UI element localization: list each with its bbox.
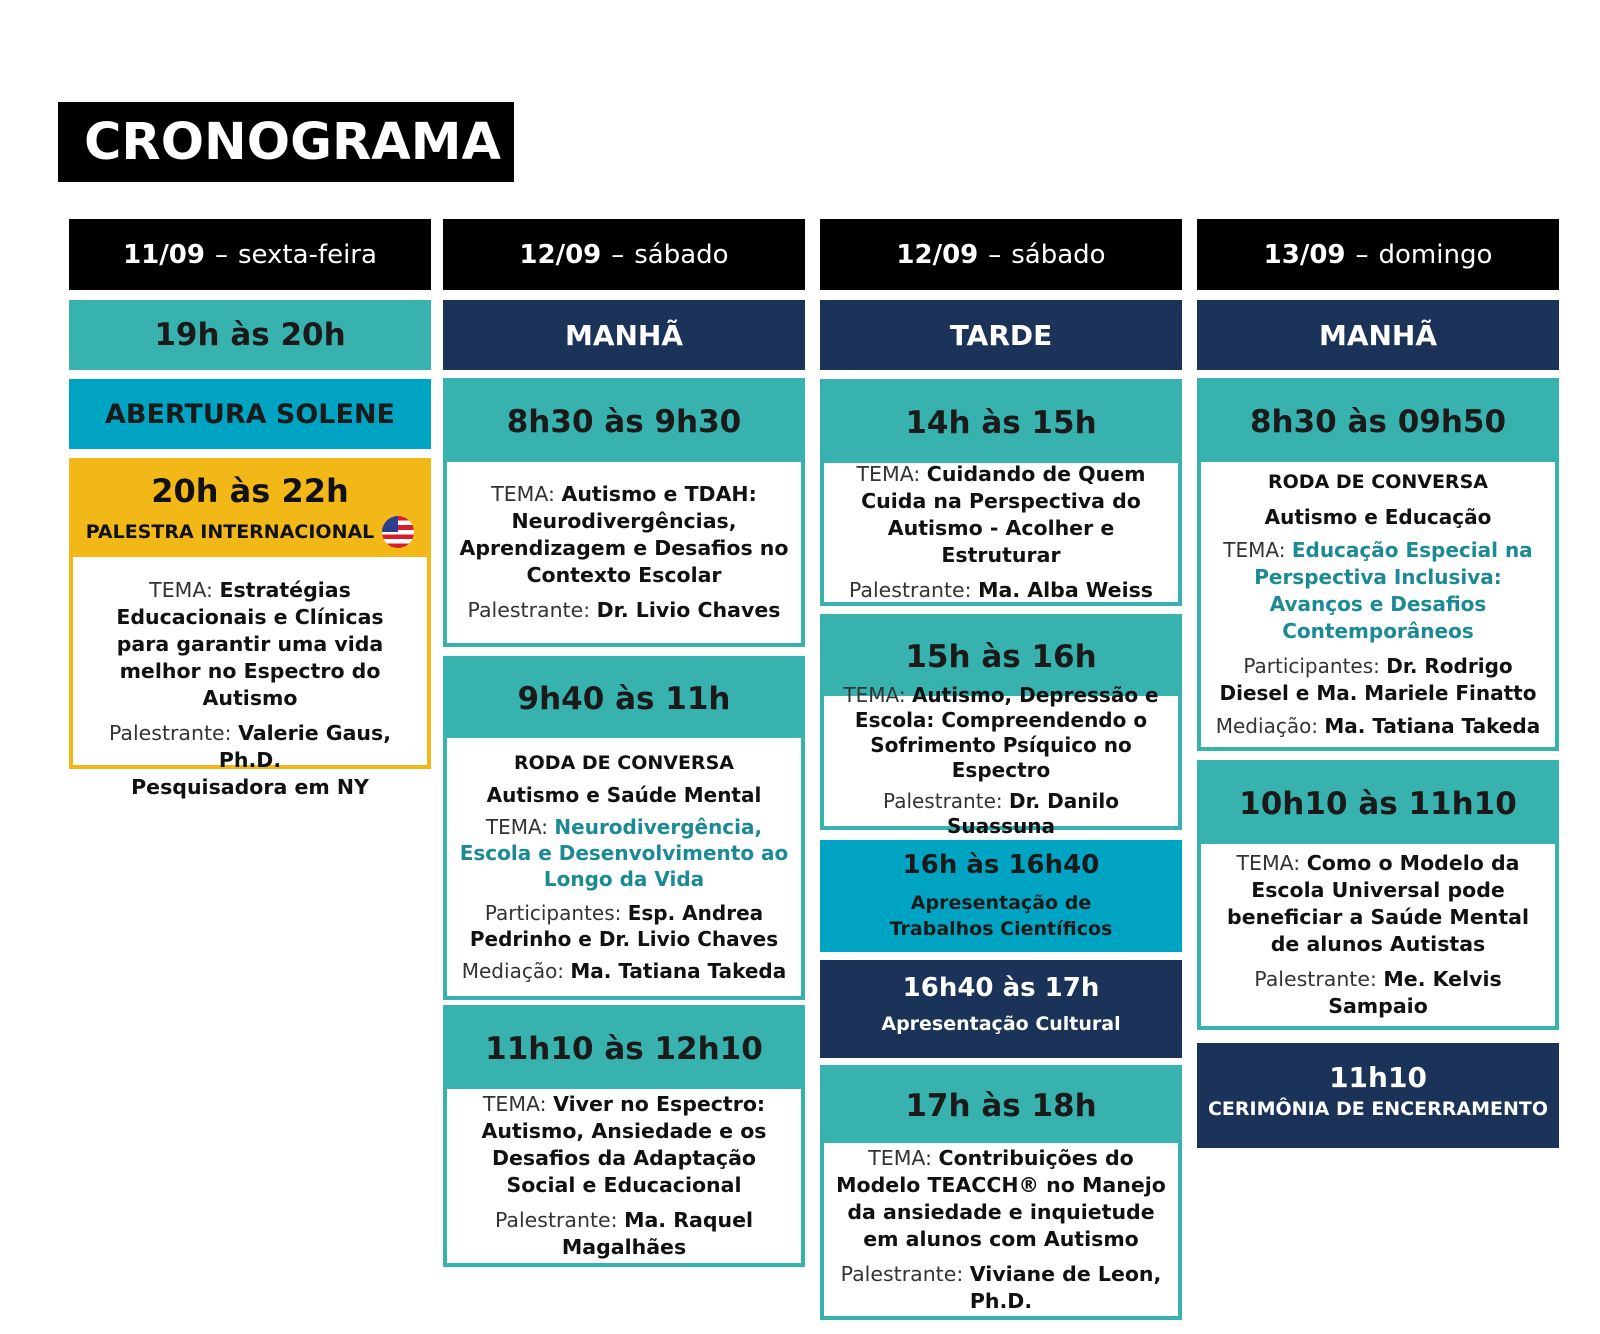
tema-block bbox=[457, 1091, 791, 1199]
international-talk-header bbox=[73, 462, 427, 557]
international-talk-card bbox=[69, 458, 431, 799]
speaker-name: Dr. Livio Chaves bbox=[596, 598, 781, 622]
day-dash: – bbox=[1355, 239, 1369, 270]
participants-label: Participantes: bbox=[1243, 654, 1380, 678]
speaker-name: Valerie Gaus, Ph.D. bbox=[218, 721, 392, 772]
period-bar-1: 19h às 20h bbox=[69, 300, 431, 370]
session-subject: Autismo e Educação bbox=[1264, 505, 1492, 529]
session-body bbox=[447, 462, 801, 643]
session-time: 11h10 às 12h10 bbox=[447, 1009, 801, 1089]
session-kind: RODA DE CONVERSA bbox=[514, 752, 734, 774]
tema-label: TEMA: bbox=[149, 578, 213, 602]
session-time: 16h40 às 17h bbox=[902, 973, 1100, 1003]
session-time: 10h10 às 11h10 bbox=[1201, 764, 1555, 844]
day-date: 11/09 bbox=[123, 239, 205, 270]
tema-text: Neurodivergência, Escola e Desenvolvimento ao Longo da Vida bbox=[459, 815, 789, 891]
tema-label: TEMA: bbox=[868, 1145, 932, 1170]
speaker-name: Ma. Alba Weiss bbox=[978, 578, 1154, 602]
session-card bbox=[443, 656, 805, 1000]
tema-text: Cuidando de Quem Cuida na Perspectiva do Autismo - Acolher e Estruturar bbox=[861, 462, 1146, 567]
day-weekday: domingo bbox=[1378, 239, 1493, 270]
speaker-label: Palestrante: bbox=[467, 598, 591, 622]
session-card bbox=[443, 1005, 805, 1267]
tema-block bbox=[834, 683, 1168, 783]
tema-block bbox=[834, 1145, 1168, 1253]
mediation-label: Mediação: bbox=[461, 959, 565, 983]
session-label: CERIMÔNIA DE ENCERRAMENTO bbox=[1207, 1098, 1548, 1120]
participants-names: Esp. Andrea Pedrinho e Dr. Livio Chaves bbox=[469, 901, 779, 951]
session-time: 9h40 às 11h bbox=[447, 660, 801, 738]
tema-label: TEMA: bbox=[843, 683, 906, 707]
speaker-block bbox=[1211, 966, 1545, 1020]
session-time: 8h30 às 9h30 bbox=[447, 382, 801, 462]
session-card bbox=[820, 379, 1182, 606]
session-subject: Autismo e Saúde Mental bbox=[486, 783, 762, 807]
tema-text: Viver no Espectro: Autismo, Ansiedade e os Desafios da Adaptação Social e Educacional bbox=[481, 1092, 767, 1197]
period-bar-2: MANHÃ bbox=[443, 300, 805, 370]
participants-block bbox=[457, 900, 791, 952]
session-label: Apresentação de Trabalhos Científicos bbox=[889, 892, 1113, 940]
speaker-block bbox=[834, 789, 1168, 839]
mediation-name: Ma. Tatiana Takeda bbox=[1324, 714, 1541, 738]
day-header-1 bbox=[69, 219, 431, 290]
session-body bbox=[447, 738, 801, 996]
cultural-presentation bbox=[820, 960, 1182, 1058]
participants-names: Dr. Rodrigo Diesel e Ma. Mariele Finatto bbox=[1219, 654, 1537, 705]
mediation-block bbox=[1211, 713, 1545, 740]
period-bar-4: MANHÃ bbox=[1197, 300, 1559, 370]
opening-ceremony: ABERTURA SOLENE bbox=[69, 379, 431, 449]
participants-block bbox=[1211, 653, 1545, 707]
speaker-block bbox=[457, 597, 791, 624]
day-header-2 bbox=[443, 219, 805, 290]
tema-label: TEMA: bbox=[1236, 851, 1301, 875]
tema-block bbox=[1211, 537, 1545, 645]
session-card bbox=[820, 614, 1182, 838]
page-title: CRONOGRAMA bbox=[58, 102, 514, 182]
day-date: 12/09 bbox=[519, 239, 602, 270]
speaker-block bbox=[87, 720, 413, 774]
tema-block bbox=[457, 814, 791, 892]
mediation-name: Ma. Tatiana Takeda bbox=[570, 959, 787, 983]
speaker-block bbox=[834, 577, 1168, 604]
speaker-label: Palestrante: bbox=[883, 789, 1003, 813]
tema-text: Como o Modelo da Escola Universal pode beneficiar a Saúde Mental de alunos Autistas bbox=[1227, 851, 1529, 956]
speaker-block bbox=[834, 1261, 1168, 1315]
tema-label: TEMA: bbox=[482, 1092, 547, 1116]
session-card bbox=[1197, 378, 1559, 751]
tema-block bbox=[1211, 850, 1545, 958]
session-kind: RODA DE CONVERSA bbox=[1268, 471, 1488, 493]
usa-flag-icon bbox=[382, 516, 414, 548]
tema-text: Contribuições do Modelo TEACCH® no Manejo da ansiedade e inquietude em alunos com Autismo bbox=[836, 1145, 1166, 1251]
day-weekday: sábado bbox=[1011, 239, 1106, 270]
day-header-3 bbox=[820, 219, 1182, 290]
participants-label: Participantes: bbox=[484, 901, 622, 925]
session-card bbox=[820, 1065, 1182, 1320]
speaker-label: Palestrante: bbox=[494, 1208, 618, 1232]
session-body bbox=[824, 1143, 1178, 1316]
speaker-name: Me. Kelvis Sampaio bbox=[1328, 967, 1502, 1018]
session-body bbox=[1201, 462, 1555, 747]
international-talk-label: PALESTRA INTERNACIONAL bbox=[85, 521, 375, 543]
tema-text: Educação Especial na Perspectiva Inclusiva: Avanços e Desafios Contemporâneos bbox=[1254, 538, 1533, 643]
session-body bbox=[1201, 844, 1555, 1026]
session-body bbox=[447, 1089, 801, 1263]
session-card bbox=[443, 378, 805, 647]
tema-block bbox=[87, 577, 413, 712]
international-talk-label-row bbox=[73, 516, 427, 548]
speaker-label: Palestrante: bbox=[1254, 967, 1377, 991]
session-body bbox=[824, 683, 1178, 838]
session-time: 15h às 16h bbox=[824, 618, 1178, 696]
mediation-label: Mediação: bbox=[1215, 714, 1319, 738]
speaker-name: Ma. Raquel Magalhães bbox=[561, 1208, 754, 1259]
day-dash: – bbox=[988, 239, 1002, 270]
tema-block bbox=[457, 481, 791, 589]
international-talk-body bbox=[73, 557, 427, 801]
session-time: 11h10 bbox=[1329, 1061, 1427, 1094]
tema-label: TEMA: bbox=[856, 462, 921, 486]
tema-label: TEMA: bbox=[485, 815, 549, 839]
session-time: 14h às 15h bbox=[824, 383, 1178, 463]
speaker-role: Pesquisadora em NY bbox=[131, 775, 369, 799]
speaker-name: Dr. Danilo Suassuna bbox=[947, 789, 1119, 838]
tema-label: TEMA: bbox=[1223, 538, 1286, 562]
period-bar-3: TARDE bbox=[820, 300, 1182, 370]
tema-text: Autismo, Depressão e Escola: Compreendendo o Sofrimento Psíquico no Espectro bbox=[854, 683, 1159, 782]
scientific-presentations bbox=[820, 840, 1182, 952]
session-time: 8h30 às 09h50 bbox=[1201, 382, 1555, 462]
closing-ceremony bbox=[1197, 1043, 1559, 1148]
session-time: 17h às 18h bbox=[824, 1069, 1178, 1143]
day-header-4 bbox=[1197, 219, 1559, 290]
session-card bbox=[1197, 760, 1559, 1030]
day-weekday: sábado bbox=[634, 239, 729, 270]
session-label: Apresentação Cultural bbox=[881, 1013, 1121, 1035]
tema-label: TEMA: bbox=[491, 482, 555, 506]
day-dash: – bbox=[611, 239, 625, 270]
tema-text: Autismo e TDAH: Neurodivergências, Aprendizagem e Desafios no Contexto Escolar bbox=[459, 482, 789, 587]
speaker-name: Viviane de Leon, Ph.D. bbox=[969, 1261, 1162, 1313]
day-date: 12/09 bbox=[896, 239, 979, 270]
day-weekday: sexta-feira bbox=[237, 239, 377, 270]
speaker-label: Palestrante: bbox=[108, 721, 232, 745]
speaker-label: Palestrante: bbox=[848, 578, 972, 602]
tema-block bbox=[834, 461, 1168, 569]
session-time: 20h às 22h bbox=[151, 472, 349, 510]
mediation-block bbox=[457, 958, 791, 984]
tema-text: Estratégias Educacionais e Clínicas para garantir uma vida melhor no Espectro do Autismo bbox=[116, 578, 384, 710]
speaker-block bbox=[457, 1207, 791, 1261]
session-body bbox=[824, 463, 1178, 602]
day-date: 13/09 bbox=[1263, 239, 1346, 270]
speaker-label: Palestrante: bbox=[840, 1261, 964, 1286]
session-time: 16h às 16h40 bbox=[902, 850, 1100, 880]
day-dash: – bbox=[214, 239, 228, 270]
